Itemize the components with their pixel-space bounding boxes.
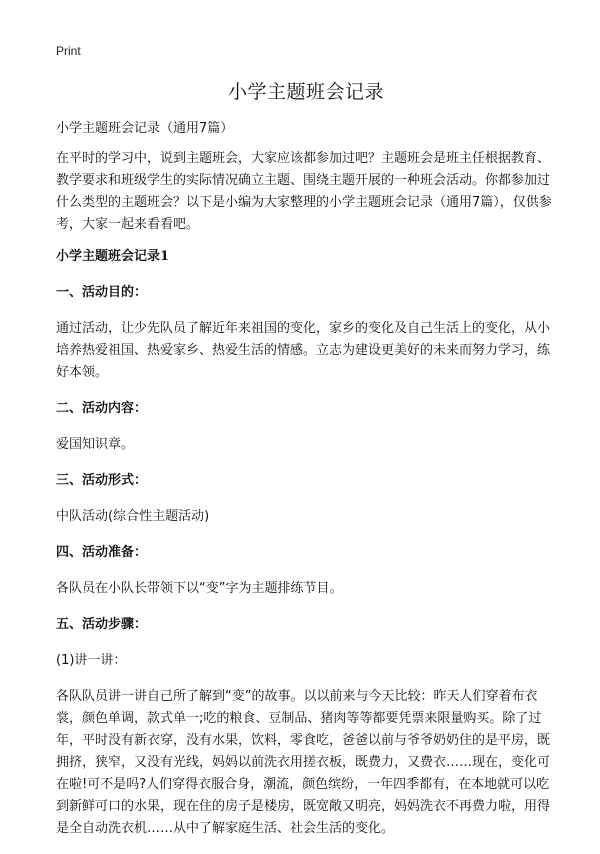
section-body-content: 爱国知识章。 [56,437,135,452]
section-body-purpose: 通过活动，让少先队员了解近年来祖国的变化，家乡的变化及自己生活上的变化，从小培养热爱祖国、热爱家乡、热爱生活的情感。立志为建设更美好的未来而努力学习，练好本领。 [56,321,551,380]
document-body [56,118,556,854]
intro-paragraph: 在平时的学习中，说到主题班会，大家应该都参加过吧？主题班会是班主任根据教育、教学要求和班级学生的实际情况确立主题、围绕主题开展的一种班会活动。你都参加过什么类型的主题班会？以下是小编为大家整理的小学主题班会记录（通用7篇），仅供参考，大家一起来看看吧。 [56,151,552,232]
section-body-steps: (1)讲一讲： [56,653,127,668]
section-heading-steps: 五、活动步骤： [56,617,148,632]
section-body-preparation: 各队员在小队长带领下以“变”字为主题排练节目。 [56,581,343,596]
section-heading-content: 二、活动内容： [56,401,148,416]
page-title: 小学主题班会记录 [227,81,384,103]
section-heading-preparation: 四、活动准备： [56,545,148,560]
document-subtitle: 小学主题班会记录（通用7篇） [56,121,234,136]
closing-paragraph: 各队队员讲一讲自己所了解到“变”的故事。以以前来与今天比较：昨天人们穿着布衣裳，颜色单调，款式单一;吃的粮食、豆制品、猪肉等等都要凭票来限量购买。除了过年，平时没有新衣穿，没有水果，饮料，零食吃，爸爸以前与爷爷奶奶住的是平房，既拥挤，狭窄，又没有光线，妈妈以前洗衣用搓衣板，既费力，又费衣……现在，变化可在啦!可不是吗?人们穿得衣服合身，潮流，颜色缤纷，一年四季都有，在本地就可以吃到新鲜可口的水果，现在住的房子是楼房，既宽敞又明亮，妈妈洗衣不再费力啦，用得是全自动洗衣机……从中了解家庭生活、社会生活的变化。 [56,689,551,836]
record-heading: 小学主题班会记录1 [56,249,170,264]
section-heading-purpose: 一、活动目的： [56,285,148,300]
section-body-form: 中队活动(综合性主题活动) [56,509,210,524]
print-link[interactable]: Print [56,44,81,58]
section-heading-form: 三、活动形式： [56,473,148,488]
